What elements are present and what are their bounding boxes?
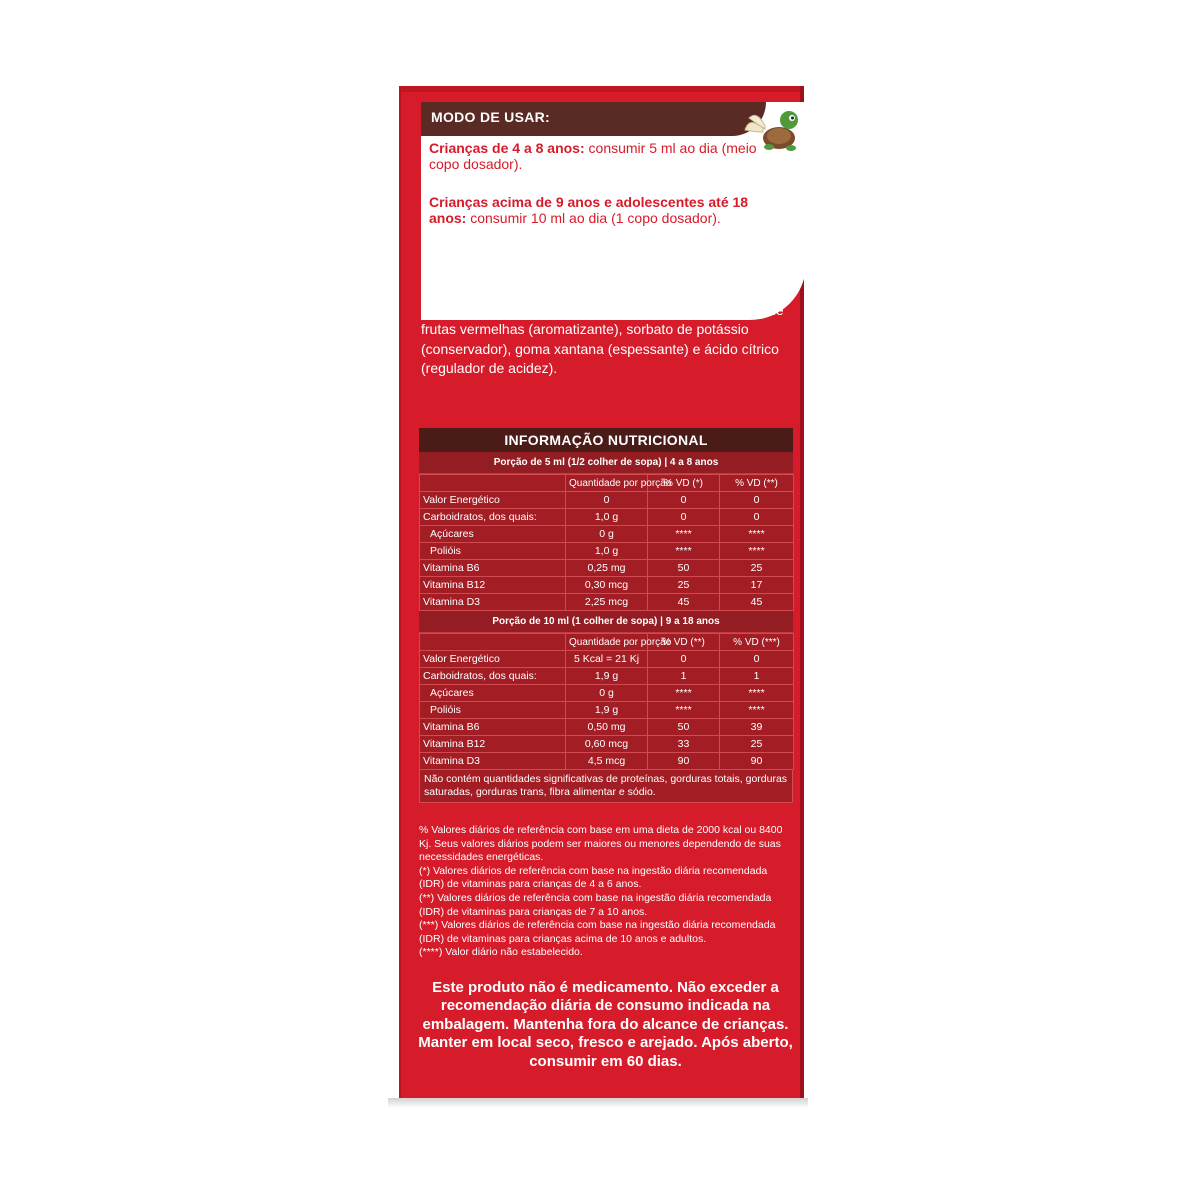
nutrient-quantity: 0,25 mg (566, 560, 648, 577)
nutrient-name: Valor Energético (420, 651, 566, 668)
nutrient-vd-2: 25 (720, 560, 794, 577)
table-row (420, 526, 794, 543)
warning-text: Este produto não é medicamento. Não exceder a recomendação diária de consumo indicada na embalagem. Mantenha fora do alcance de crianças. Manter em local seco, fresco e arejado. Após aberto, consumir em 60 dias. (418, 979, 793, 1070)
table-header-row (420, 475, 794, 492)
nutrient-vd-2: **** (720, 543, 794, 560)
nutrient-vd-1: 50 (648, 719, 720, 736)
header-vd-2: % VD (**) (720, 475, 794, 492)
footnote: (**) Valores diários de referência com base na ingestão diária recomendada (IDR) de vitaminas para crianças de 7 a 10 anos. (419, 891, 772, 918)
table-row (420, 509, 794, 526)
ingredients-text: Ingredientes: Água, extrato de própolis, cloridrato de piridoxina (Vitamina B6), colecalciferol (Vitamina D3), cianocobalamina (Vitamina B12), sorbitol e glicerina (agentes de massa), xilitol (edulcorante), aroma natural de frutas vermelhas (aromatizante), sorbato de potássio (conservador), goma xantana (espessante) e ácido cítrico (regulador de acidez). (421, 243, 784, 376)
nutrient-name: Vitamina D3 (420, 753, 566, 770)
table-row (420, 594, 794, 611)
nutrition-table (419, 428, 793, 803)
nutrient-name: Carboidratos, dos quais: (420, 668, 566, 685)
nutrient-vd-2: 25 (720, 736, 794, 753)
nutrient-quantity: 1,9 g (566, 668, 648, 685)
nutrient-vd-2: 39 (720, 719, 794, 736)
nutrient-vd-2: 0 (720, 492, 794, 509)
nutrient-vd-1: **** (648, 702, 720, 719)
header-quantity: Quantidade por porção (566, 634, 648, 651)
table-row (420, 577, 794, 594)
nutrient-vd-2: 17 (720, 577, 794, 594)
header-vd-1: % VD (**) (648, 634, 720, 651)
table-row (420, 668, 794, 685)
product-box-back-panel (399, 86, 804, 1098)
table-row (420, 685, 794, 702)
nutrient-name: Vitamina B12 (420, 577, 566, 594)
nutrient-vd-1: 0 (648, 651, 720, 668)
footnote: (****) Valor diário não estabelecido. (419, 946, 583, 959)
table-row (420, 753, 794, 770)
nutrient-quantity: 2,25 mcg (566, 594, 648, 611)
footnote: % Valores diários de referência com base em uma dieta de 2000 kcal ou 8400 Kj. Seus valores diários podem ser maiores ou menores dependendo de suas necessidades energéticas. (419, 824, 783, 864)
nutrition-title: INFORMAÇÃO NUTRICIONAL (419, 428, 793, 452)
portion-1-heading: Porção de 5 ml (1/2 colher de sopa) | 4 a 8 anos (419, 452, 793, 474)
nutrient-name: Valor Energético (420, 492, 566, 509)
nutrient-vd-2: 45 (720, 594, 794, 611)
box-shadow (388, 1098, 808, 1108)
usage-item-4-8: Crianças de 4 a 8 anos: consumir 5 ml ao dia (meio copo dosador). (429, 140, 757, 172)
nutrient-name: Polióis (420, 702, 566, 719)
nutrient-vd-2: 1 (720, 668, 794, 685)
nutrient-vd-1: **** (648, 526, 720, 543)
nutrient-vd-2: 90 (720, 753, 794, 770)
nutrient-name: Polióis (420, 543, 566, 560)
nutrient-vd-1: 1 (648, 668, 720, 685)
nutrition-note: Não contém quantidades significativas de proteínas, gorduras totais, gorduras saturadas, gorduras trans, fibra alimentar e sódio. (419, 770, 793, 803)
footnote: (*) Valores diários de referência com base na ingestão diária recomendada (IDR) de vitaminas para crianças de 4 a 6 anos. (419, 864, 768, 891)
box-top-edge (401, 86, 800, 92)
header-quantity: Quantidade por porção (566, 475, 648, 492)
footnote: (***) Valores diários de referência com base na ingestão diária recomendada (IDR) de vitaminas para crianças acima de 10 anos e adultos. (419, 919, 776, 945)
header-spacer (420, 475, 566, 492)
nutrient-quantity: 0 (566, 492, 648, 509)
nutrient-vd-1: **** (648, 685, 720, 702)
header-spacer (420, 634, 566, 651)
nutrient-vd-2: 0 (720, 651, 794, 668)
usage-header (421, 102, 766, 136)
nutrient-vd-1: **** (648, 543, 720, 560)
table-header-row (420, 634, 794, 651)
portion-2-table (419, 633, 794, 770)
nutrient-vd-1: 0 (648, 509, 720, 526)
table-row (420, 543, 794, 560)
portion-1-table (419, 474, 794, 611)
nutrient-vd-1: 45 (648, 594, 720, 611)
nutrient-quantity: 5 Kcal = 21 Kj (566, 651, 648, 668)
table-row (420, 651, 794, 668)
table-row (420, 702, 794, 719)
table-row (420, 736, 794, 753)
table-row (420, 560, 794, 577)
portion-2-heading: Porção de 10 ml (1 colher de sopa) | 9 a 18 anos (419, 611, 793, 633)
nutrient-vd-2: **** (720, 685, 794, 702)
footnotes (419, 824, 791, 960)
nutrient-quantity: 1,0 g (566, 543, 648, 560)
table-row (420, 492, 794, 509)
nutrient-name: Carboidratos, dos quais: (420, 509, 566, 526)
nutrient-quantity: 0,50 mg (566, 719, 648, 736)
nutrient-quantity: 4,5 mcg (566, 753, 648, 770)
nutrient-quantity: 0,60 mcg (566, 736, 648, 753)
header-vd-1: % VD (*) (648, 475, 720, 492)
nutrient-quantity: 0 g (566, 685, 648, 702)
nutrient-name: Vitamina B6 (420, 560, 566, 577)
nutrient-quantity: 0 g (566, 526, 648, 543)
nutrient-vd-1: 50 (648, 560, 720, 577)
nutrient-name: Açúcares (420, 685, 566, 702)
table-row (420, 719, 794, 736)
nutrient-vd-1: 90 (648, 753, 720, 770)
nutrient-quantity: 1,0 g (566, 509, 648, 526)
nutrient-name: Vitamina D3 (420, 594, 566, 611)
nutrient-vd-2: **** (720, 702, 794, 719)
nutrient-vd-1: 25 (648, 577, 720, 594)
usage-title: MODO DE USAR: (431, 109, 551, 125)
nutrient-vd-1: 33 (648, 736, 720, 753)
nutrient-name: Vitamina B12 (420, 736, 566, 753)
nutrient-quantity: 1,9 g (566, 702, 648, 719)
usage-item-9-18: Crianças acima de 9 anos e adolescentes até 18 anos: consumir 10 ml ao dia (1 copo dosador). (429, 194, 749, 226)
nutrient-name: Açúcares (420, 526, 566, 543)
nutrient-quantity: 0,30 mcg (566, 577, 648, 594)
nutrient-vd-2: 0 (720, 509, 794, 526)
nutrient-vd-2: **** (720, 526, 794, 543)
nutrient-vd-1: 0 (648, 492, 720, 509)
nutrient-name: Vitamina B6 (420, 719, 566, 736)
header-vd-2: % VD (***) (720, 634, 794, 651)
